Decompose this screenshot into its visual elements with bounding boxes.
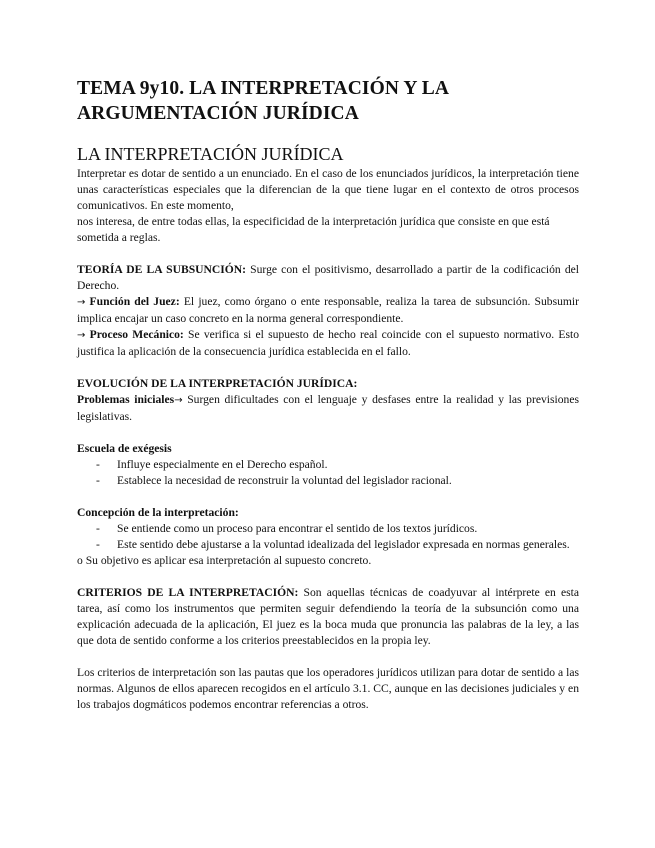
list-item [77,457,579,473]
title-line-1: TEMA 9y10. LA INTERPRETACIÓN Y LA [77,78,450,99]
list-item [77,537,579,553]
dash-bullet: - [96,538,100,551]
concepcion-heading [77,505,579,521]
list-item-text: Este sentido debe ajustarse a la voluntad idealizada del legislador expresada en normas generales. [117,538,570,551]
subsuncion-label: TEORÍA DE LA SUBSUNCIÓN: [77,263,247,276]
list-item [77,473,579,489]
title-line-2: ARGUMENTACIÓN JURÍDICA [77,103,359,124]
section-heading: LA INTERPRETACIÓN JURÍDICA [77,144,344,164]
intro-paragraph-1: Interpretar es dotar de sentido a un enunciado. En el caso de los enunciados jurídicos, la interpretación tiene unas características especiales que la diferencian de la que tiene lugar en el contexto de otros procesos comunicativos. En este momento, [77,167,579,212]
problemas-text: Surgen dificultades con el lenguaje y desfases entre la realidad y las previsiones legislativas. [77,393,579,423]
evolucion-heading-text: EVOLUCIÓN DE LA INTERPRETACIÓN JURÍDICA: [77,377,358,390]
intro-paragraph-2: nos interesa, de entre todas ellas, la especificidad de la interpretación jurídica que consiste en que está sometida a reglas. [77,215,550,244]
list-item-text: Se entiende como un proceso para encontrar el sentido de los textos jurídicos. [117,522,478,535]
problemas-paragraph [77,392,579,425]
list-item-text: Establece la necesidad de reconstruir la voluntad del legislador racional. [117,474,452,487]
funcion-juez-paragraph [77,294,579,327]
document-title [77,76,579,126]
dash-bullet: - [96,522,100,535]
problemas-label: Problemas iniciales [77,393,175,406]
list-item [77,521,579,537]
funcion-juez-label: Función del Juez: [85,295,180,308]
criterios-paragraph [77,585,579,649]
dash-bullet: - [96,458,100,471]
concepcion-trailing: o Su objetivo es aplicar esa interpretación al supuesto concreto. [77,554,372,567]
dash-bullet: - [96,474,100,487]
criterios-text: Son aquellas técnicas de coadyuvar al intérprete en esta tarea, así como los instrumentos que permiten seguir defendiendo la teoría de la subsunción como una explicación adecuada de la aplicación, El juez es la boca muda que pronuncia las palabras de la ley, a las que dota de sentido conforme a los criterios preestablecidos en la propia ley. [77,586,579,647]
proceso-mecanico-label: Proceso Mecánico: [85,328,184,341]
list-item-text: Influye especialmente en el Derecho español. [117,458,328,471]
exegesis-heading-text: Escuela de exégesis [77,442,172,455]
subsuncion-text: Surge con el positivismo, desarrollado a partir de la codificación del Derecho. [77,263,580,292]
criterios-paragraph-2: Los criterios de interpretación son las pautas que los operadores jurídicos utilizan para dotar de sentido a las normas. Algunos de ellos aparecen recogidos en el artículo 3.1. CC, aunque en las decisiones judiciales y en los trabajos dogmáticos podemos encontrar referencias a otros. [77,666,579,711]
concepcion-heading-text: Concepción de la interpretación: [77,506,239,519]
funcion-juez-text: El juez, como órgano o ente responsable, realiza la tarea de subsunción. Subsumir implica encajar un caso concreto en la norma general correspondiente. [77,295,580,325]
concepcion-list [77,521,579,553]
arrow-icon: → [77,330,86,341]
evolucion-heading [77,376,579,392]
proceso-mecanico-paragraph [77,327,579,360]
exegesis-heading [77,441,579,457]
document-page [77,76,579,713]
proceso-mecanico-text: Se verifica si el supuesto de hecho real coincide con el supuesto normativo. Esto justifica la aplicación de la consecuencia jurídica establecida en el fallo. [77,328,579,358]
arrow-icon: → [77,297,86,308]
exegesis-list [77,457,579,489]
subsuncion-paragraph [77,262,579,294]
arrow-icon: → [174,395,183,406]
criterios-label: CRITERIOS DE LA INTERPRETACIÓN: [77,586,299,599]
